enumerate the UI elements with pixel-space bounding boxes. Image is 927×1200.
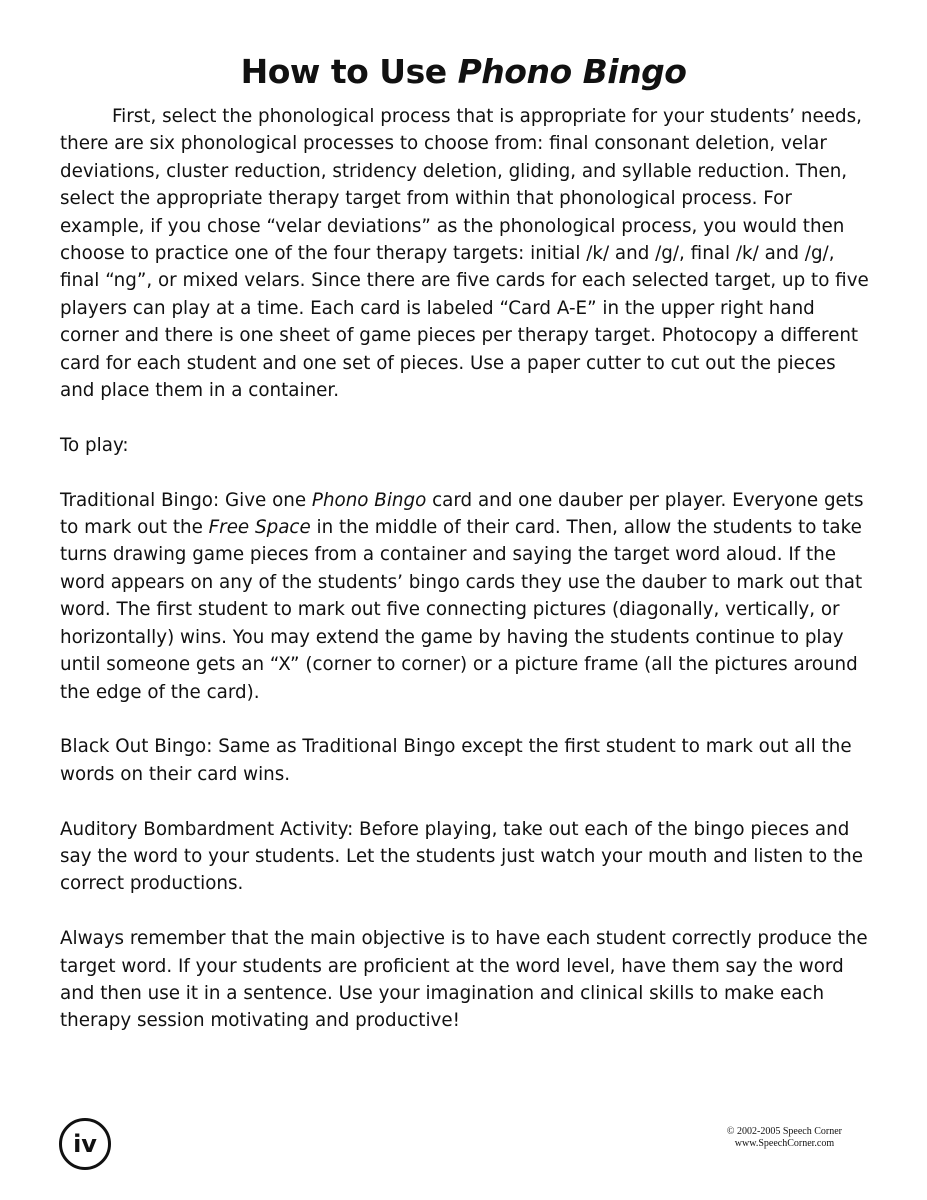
copyright-notice	[727, 1126, 842, 1150]
title-text: How to Use	[240, 52, 458, 92]
blackout-bingo-paragraph: Black Out Bingo: Same as Traditional Bingo except the first student to mark out all the words on their card wins.	[60, 736, 852, 785]
instructions-body	[60, 103, 872, 1062]
page-number-badge	[59, 1118, 111, 1170]
to-play-heading: To play:	[60, 434, 129, 456]
traditional-text-3: in the middle of their card. Then, allow the students to take turns drawing game pieces from a container and saying the target word aloud. If the word appears on any of the students’ bingo cards they use the dauber to mark out that word. The first student to mark out five connecting pictures (diagonally, vertically, or horizontally) wins. You may extend the game by having the students continue to play until someone gets an “X” (corner to corner) or a picture frame (all the pictures around the edge of the card).	[60, 517, 863, 703]
traditional-italic-1: Phono Bingo	[311, 489, 427, 511]
title-product-name: Phono Bingo	[457, 52, 687, 92]
website-line: www.SpeechCorner.com	[734, 1138, 835, 1149]
auditory-bombardment-paragraph: Auditory Bombardment Activity: Before playing, take out each of the bingo pieces and say the word to your students. Let the students just watch your mouth and listen to the correct productions.	[60, 818, 864, 895]
closing-paragraph: Always remember that the main objective is to have each student correctly produce the target word. If your students are proficient at the word level, have them say the word and then use it in a sentence. Use your imagination and clinical skills to make each therapy session motivating and productive!	[60, 928, 868, 1032]
traditional-bingo-paragraph	[60, 487, 872, 706]
page-title	[0, 52, 927, 91]
traditional-text-2: card and one dauber per player. Everyone gets to mark out the	[60, 489, 864, 539]
page-number: iv	[73, 1130, 97, 1158]
intro-paragraph: First, select the phonological process that is appropriate for your students’ needs, there are six phonological processes to choose from: final consonant deletion, velar deviations, cluster reduction, stridency deletion, gliding, and syllable reduction. Then, select the appropriate therapy target from within that phonological process. For example, if you chose “velar deviations” as the phonological process, you would then choose to practice one of the four therapy targets: initial /k/ and /g/, final /k/ and /g/, final “ng”, or mixed velars. Since there are five cards for each selected target, up to five players can play at a time. Each card is labeled “Card A-E” in the upper right hand corner and there is one sheet of game pieces per therapy target. Photocopy a different card for each student and one set of pieces. Use a paper cutter to cut out the pieces and place them in a container.	[60, 106, 869, 402]
traditional-italic-2: Free Space	[208, 517, 311, 539]
copyright-line: © 2002-2005 Speech Corner	[726, 1126, 842, 1137]
traditional-text-1: Traditional Bingo: Give one	[60, 489, 312, 511]
